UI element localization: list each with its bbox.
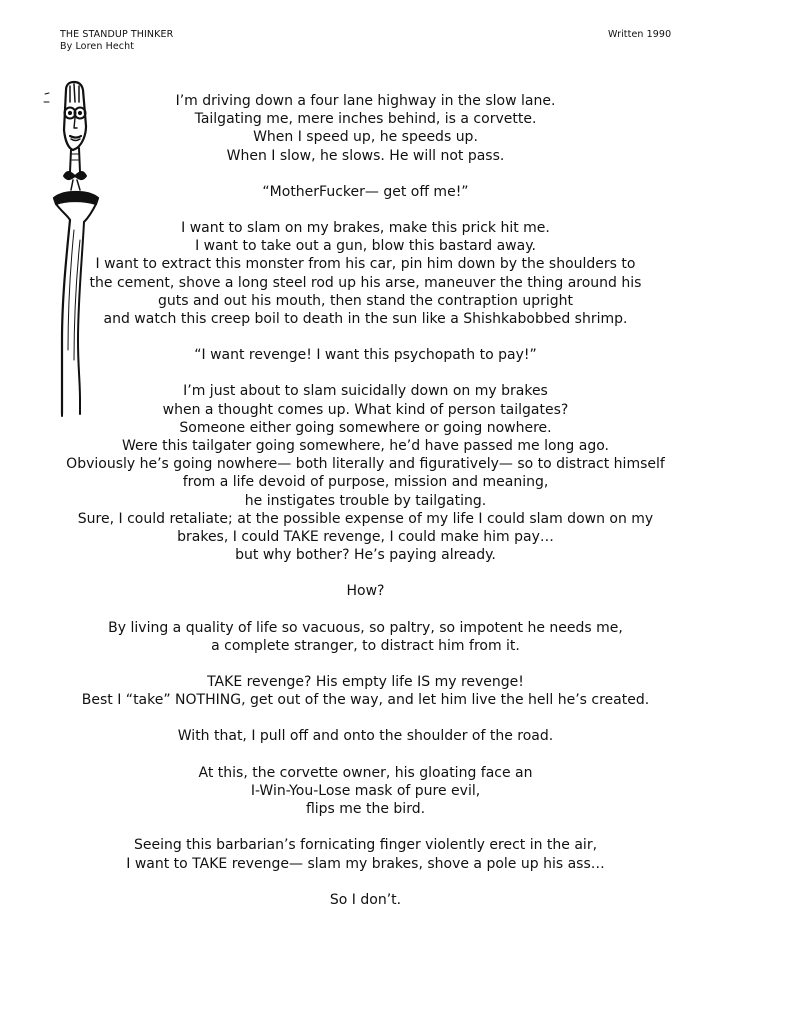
poem-line: a complete stranger, to distract him from it. [211, 637, 520, 654]
poem-line: By living a quality of life so vacuous, so paltry, so impotent he needs me, [108, 619, 623, 636]
poem-body [0, 92, 731, 927]
poem-line: I’m just about to slam suicidally down on my brakes [183, 383, 548, 400]
poem-line: I want to take out a gun, blow this bastard away. [195, 238, 536, 255]
poem-line: I-Win-You-Lose mask of pure evil, [250, 782, 481, 799]
poem-stanza [0, 764, 731, 819]
poem-line: when a thought comes up. What kind of person tailgates? [162, 401, 569, 418]
poem-line: “I want revenge! I want this psychopath to pay!” [194, 347, 537, 364]
poem-line: I’m driving down a four lane highway in the slow lane. [175, 93, 556, 109]
poem-stanza [0, 619, 731, 655]
poem-line: When I speed up, he speeds up. [253, 129, 478, 146]
poem-stanza [0, 727, 731, 745]
poem-line: So I don’t. [329, 891, 402, 908]
poem-line: and watch this creep boil to death in the sun like a Shishkabobbed shrimp. [103, 311, 628, 328]
poem-line: guts and out his mouth, then stand the contraption upright [157, 292, 574, 309]
document-author: By Loren Hecht [60, 41, 135, 52]
poem-line: Sure, I could retaliate; at the possible expense of my life I could slam down on my [77, 510, 654, 527]
poem-line: the cement, shove a long steel rod up his arse, maneuver the thing around his [89, 274, 642, 291]
poem-line: At this, the corvette owner, his gloating face an [198, 764, 533, 781]
poem-line: Were this tailgater going somewhere, he’d have passed me long ago. [121, 438, 609, 455]
poem-stanza [0, 346, 731, 364]
written-date: Written 1990 [608, 29, 672, 40]
poem-line: from a life devoid of purpose, mission and meaning, [182, 474, 549, 491]
poem-line: TAKE revenge? His empty life IS my revenge! [207, 674, 524, 691]
poem-stanza [0, 673, 731, 709]
document-title: THE STANDUP THINKER [60, 29, 174, 40]
poem-line: Obviously he’s going nowhere— both literally and figuratively— so to distract himself [66, 456, 665, 473]
poem-line: flips me the bird. [305, 801, 426, 818]
poem-line: How? [346, 583, 385, 600]
poem-line: I want to slam on my brakes, make this prick hit me. [181, 220, 550, 237]
poem-line: Someone either going somewhere or going nowhere. [179, 419, 552, 436]
poem-stanza [0, 891, 731, 909]
poem-stanza [0, 836, 731, 872]
poem-line: With that, I pull off and onto the shoulder of the road. [177, 728, 554, 745]
poem-stanza [0, 183, 731, 201]
poem-stanza [0, 219, 731, 328]
document-header [60, 29, 173, 53]
poem-line: I want to extract this monster from his car, pin him down by the shoulders to [95, 256, 636, 273]
poem-line: When I slow, he slows. He will not pass. [226, 147, 505, 164]
poem-line: but why bother? He’s paying already. [235, 547, 496, 564]
poem-line: Tailgating me, mere inches behind, is a corvette. [194, 111, 537, 128]
poem-stanza [0, 382, 731, 564]
poem-line: Seeing this barbarian’s fornicating finger violently erect in the air, [133, 837, 598, 854]
poem-line: Best I “take” NOTHING, get out of the way, and let him live the hell he’s created. [81, 692, 650, 709]
poem-line: “MotherFucker— get off me!” [262, 183, 469, 200]
poem-stanza [0, 582, 731, 600]
poem-line: I want to TAKE revenge— slam my brakes, shove a pole up his ass… [126, 855, 605, 872]
poem-line: he instigates trouble by tailgating. [244, 492, 487, 509]
poem-stanza [0, 92, 731, 165]
poem-line: brakes, I could TAKE revenge, I could make him pay… [177, 529, 554, 546]
